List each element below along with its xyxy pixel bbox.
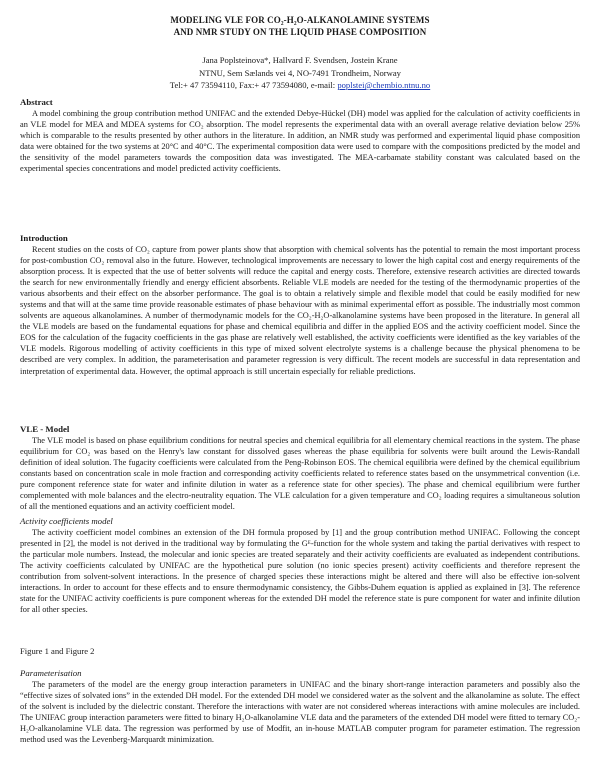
introduction-heading: Introduction: [20, 233, 68, 243]
contact-numbers: Tel:+ 47 73594110, Fax:+ 47 73594080, e-mail:: [169, 80, 338, 90]
parameterisation-heading: Parameterisation: [20, 668, 82, 678]
activity-coefficients-heading: Activity coefficients model: [20, 516, 113, 526]
introduction-text: Recent studies on the costs of CO₂ capture from power plants show that absorption with chemical solvents has the potential to remain the most important process for post-combustion CO₂ removal also in the future. However, technological improvements are necessary to lower the high capital cost and energy requirements of the absorption process. It is expected that the use of better solvents will reduce the capital and energy costs. Therefore, extensive research activities are directed towards the search for new environmentally friendly and energy efficient absorbents. Reliable VLE models are needed for the testing of the thermodynamic properties of the various absorbents and their effect on the absorber performance. The goal is to obtain a relatively simple and flexible model that could be easily modified for new systems and that will at the same time provide reasonable estimates of phase behaviour with as minimal experimental effort as possible. The industrially most common solvents are aqueous alkanolamines. A number of thermodynamic models for the CO₂-H₂O-alkanolamine systems have been proposed in the literature. In general all the VLE models are based on the fundamental equations for phase and chemical equilibria and differ in the applied EOS and the activity coefficient model. Since the EOS for the calculation of the fugacity coefficients in the gas phase are relatively well established, the activity coefficients were identified as the key variables of the VLE models. Rigorous modelling of activity coefficients in this type of mixed solvent electrolyte systems is a challenge because the physical phenomena to be described are very complex. In addition, the parameterisation and parameter regression is very difficult. The recent models are successful in data representation and interpretation of experimental data. However, the optimal approach is still uncertain especially for reliable predictions.: [20, 245, 580, 376]
abstract-heading: Abstract: [20, 97, 53, 107]
author-names: Jana Poplsteinova*, Hallvard F. Svendsen, Jostein Krane: [202, 55, 398, 65]
title-line-2: AND NMR STUDY ON THE LIQUID PHASE COMPOSITION: [173, 27, 427, 37]
author-affiliation: NTNU, Sem Sælands vei 4, NO-7491 Trondheim, Norway: [199, 67, 401, 78]
paper-title: [20, 14, 580, 38]
author-contact: [20, 79, 580, 92]
figure-reference: Figure 1 and Figure 2: [20, 646, 95, 656]
title-line-1: MODELING VLE FOR CO₂-H₂O-ALKANOLAMINE SYSTEMS: [170, 15, 430, 25]
author-block: [20, 54, 580, 92]
abstract-text: A model combining the group contribution method UNIFAC and the extended Debye-Hückel (DH) model was applied for the calculation of activity coefficients in an VLE model for MEA and MDEA systems for CO₂ absorption. The model represents the experimental data with an overall average relative deviation below 25% which is comparable to the results presented by other authors in the literature. In addition, an NMR study was performed and experimental liquid phase composition data were obtained for the two systems at 20°C and 40°C. The experimental composition data were used to compare with the compositions predicted by the model and the sensitivity of the model parameters towards the composition data was investigated. The MEA-carbamate stability constant was calculated based on the experimental species concentrations and model predicted activity coefficients.: [20, 109, 580, 174]
vle-model-heading: VLE - Model: [20, 424, 70, 434]
vle-model-text: The VLE model is based on phase equilibrium conditions for neutral species and chemical equilibria for all elementary chemical reactions in the system. The phase equilibrium for CO₂ was based on the Henry's law constant for dissolved gases whereas the phase equilibria for solvents were built around the Lewis-Randall definition of ideal solution. The fugacity coefficients were calculated from the Peng-Robinson EOS. The chemical equilibria were defined by the chemical equilibrium constants based on concentration scale in mole fraction and corresponding activity coefficients related to reference states based on the unsymmetrical convention (i.e. pure component reference state for water and infinite dilution in water as a reference state for other species). The phase and chemical equilibrium were further complemented with mole balances and the electro-neutrality equation. The VLE calculation for a given temperature and CO₂ loading requires a simultaneous solution of all the mentioned equations and an activity coefficient model.: [20, 436, 580, 512]
email-link[interactable]: poplstei@chembio.ntnu.no: [337, 80, 431, 90]
activity-coefficients-text: The activity coefficient model combines an extension of the DH formula proposed by [1] and the group contribution method UNIFAC. Following the concept presented in [2], the model is not derived in the traditional way by formulating the Gᴱ-function for the whole system and taking the partial derivatives with respect to the particular mole numbers. Instead, the molecular and ionic species are treated separately and their activity coefficients are evaluated as independent contributions. The activity coefficients calculated by UNIFAC are the hypothetical pure solution (no ionic species present) activity coefficients and therefore represent the contribution from solvent-solvent interactions. In the presence of charged species these interactions might be altered and there will also be effective ion-solvent interactions. In order to account for these effects and to ensure thermodynamic consistency, the Gibbs-Duhem equation is applied as explained in [3]. The reference state for the UNIFAC activity coefficients is pure component whereas for the extended DH model the reference state is pure component for water and infinite dilution for all other species.: [20, 528, 580, 615]
parameterisation-text: The parameters of the model are the energy group interaction parameters in UNIFAC and the binary short-range interaction parameters and possibly also the “effective sizes of solvated ions” in the extended DH model. For the extended DH model we considered water as the solvent and the alkanolamine as solute. The effect of the solvent is included by the dielectric constant. Therefore the interactions with water are not considered whereas interactions with amine molecules are included. The UNIFAC group interaction parameters were fitted to binary H₂O-alkanolamine VLE data and the parameters of the extended DH model were fitted to ternary CO₂-H₂O-alkanolamine VLE data. The regression was performed by use of Modfit, an in-house MATLAB computer program for parameter estimation. The regression method used was the Levenberg-Marquardt minimization.: [20, 680, 580, 745]
